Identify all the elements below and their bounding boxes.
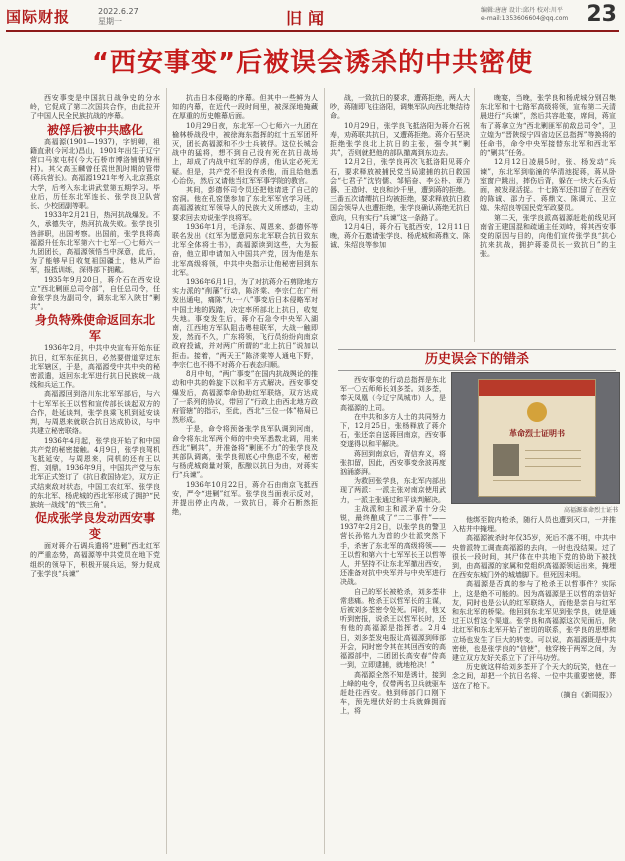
paragraph: 高福源是否真的参与了枪杀王以哲事件？实际上，这是绝不可能的。因为高福源是王以哲的亲信好友，同时也是公认的红军联络人，而他是亲自与红军和东北军的桥梁。他回到东北军见到张学良，就是通过王以哲这个渠道。张学良和高福源这次见面后，陕北红军和东北军开始了密切的联系，张学良的思想和立场也发生了巨大的转变。可以说，高福源既是中共密使，也是张学良的“信使”，他穿梭于两军之间，为建立双方友好关系立下了汗马功劳。: [452, 580, 616, 663]
paragraph: 高福源回到洛川东北军军部后，与六十七军军长王以哲和宣传部长谈起双方的合作，赴延谈判，张学良乘飞机到延安谈判，与周恩来就联合抗日达成协议，与中共建立秘密联络。: [30, 390, 160, 436]
article-column-4-top: [480, 94, 616, 346]
paragraph: 他绑至院内枪杀，随行人员也遭到灭口，一并推入枯井中掩埋。: [452, 516, 616, 534]
dateline: [98, 7, 139, 27]
paragraph: 10月29日，张学良飞抵洛阳为蒋介石祝寿，劝蒋联共抗日，又遭蒋拒绝。蒋介石坚决拒绝张学良北上抗日的主张，强令其“剿共”，否则就把他的部队撤离到东边去。: [330, 121, 470, 158]
paragraph: 1936年6月1日，为了对抗蒋介石剪除地方实力派的“削藩”行动，陈济棠、李宗仁在广州发出通电，痛陈“九·一八”事变后日本侵略军对中国土地的践踏，决定率所部北上抗日，收复失地。事变发生后，蒋介石急令中央军入湖南，江西地方军队阻击粤桂联军，大战一触即发，然而不久，广东将领，飞行员纷纷向南京政府投诚，并对两广所谓的“北上抗日”说加以拒击。接着，“两天王”陈济棠等人通电下野，李宗仁也不得不对蒋介石表态归顺。: [172, 278, 318, 369]
paragraph: 其间，彭德怀司令员还把他请进了自己的窑洞。他在孔窑堡参加了东北军军官学习班，高福源被红军领导人的民族大义所感动，主动要求回去劝说张学良将军。: [172, 186, 318, 222]
paragraph: 于是，命令将预备张学良军队调到河南，命令将东北军两个师的中央军悉数北调，用来西北“剿共”，并准备将“剿匪不力”的张学良及其部队调离，张学良彻底心中焦虑不安，秘密与杨虎城商量对策，酝酿以抗日为由，对蒋实行“兵谏”。: [172, 425, 318, 480]
paragraph: 8月中旬，“两广事变”在国内抗战舆论的推动和中共的斡旋下以和平方式解决。西安事变爆发后，高福源奉命协助红军联络，双方达成了一系列的协议，带回了“行政上由西北地方政府管辖”的指示，至此，西北“三位一体”格局已然形成。: [172, 370, 318, 425]
paragraph: 1933年2月21日，热河抗战爆发。不久，承德失守，热河抗战失败。张学良引咎辞职，出国考察。出国前，张学良将高福源升任东北军第六十七军一〇七师六一九团团长，高福源领悟当中深意，此后，为了能够早日收复祖国疆土，他从严治军，报抵训练，深得部下拥戴。: [30, 211, 160, 275]
article-column-4-bottom: [452, 516, 616, 856]
paragraph: 1936年10月22日，蒋介石由南京飞抵西安，严令“进剿”红军。张学良当面表示反对，并提出停止内战，一致抗日，蒋介石断然拒绝，: [172, 480, 318, 517]
certificate-text-line: [525, 450, 581, 451]
issue-date: 2022.6.27: [98, 7, 139, 16]
paragraph: 西安事变的行动总指挥是东北军一〇五师师长刘多荃。刘多荃，奉天凤凰（今辽宁凤城市）人，是高福源的上司。: [340, 376, 446, 412]
certificate-text-line: [525, 466, 581, 467]
box-subheading: 历史误会下的错杀: [338, 349, 616, 371]
emblem-icon: [527, 402, 547, 422]
paragraph: 西安事变是中国抗日战争史的分水岭，它促成了第二次国共合作，由此拉开了中国人民全民族抗战的序幕。: [30, 94, 160, 121]
certificate-title: 革命烈士证明书: [509, 429, 565, 438]
article-column-3-top: [330, 94, 470, 346]
certificate-band: [479, 380, 595, 396]
martyr-certificate: [478, 379, 596, 497]
paragraph: 1936年4月起，张学良开始了和中国共产党的秘密接触。4月9日，张学良驾机飞抵延安，与周恩来，同机的还有王以哲、刘鼎。1936年9月，中国共产党与东北军正式签订了《抗日救国协定》，双方正式结束敌对状态，中国工农红军、张学良的东北军、杨虎城的西北军形成了拥护“民族统一战线”的“铁三角”。: [30, 436, 160, 509]
paragraph: 蒋回到南京后，背信弃义，将张扣留，因此，西安事变余波再度汹涌澎湃。: [340, 449, 446, 477]
subheading: 被俘后被中共感化: [46, 122, 143, 137]
paragraph: 12月4日，蒋介石飞抵西安，12月11日晚，蒋介石邀请张学良、杨虎城和蒋鼎文、陈诚、朱绍良等参加: [330, 222, 470, 250]
paragraph: 高福源(1901—1937)，字钥卿，祖籍直隶(今河北)昌山，1901年出生于辽宁营口马家屯村(今大石桥市博洛铺镇钟州村)。其父高玉麟曾任袁世凯时期的管带(蒋兵营长)。高福源1921年考入北京燕京大学，后考入东北讲武堂第五期学习。毕业后，历任东北军连长、张学良卫队营长、少校团副等职。: [30, 137, 160, 211]
portrait-icon: [493, 444, 519, 476]
paragraph: 在中共和多方人士的共同努力下，12月25日，张杨释放了蒋介石，张还亲自送蒋回南京，西安事变遂得以和平解决。: [340, 412, 446, 449]
article-column-1: [30, 94, 160, 856]
page-header: [6, 4, 619, 32]
paragraph: 为救回张学良，东北军内部出现了两派：一派主张对南京使用武力，一派主张通过和平谈判解决。: [340, 477, 446, 504]
paragraph: 12月12日凌晨5时，张、杨发动“兵谏”，东北军到临潼的华清池捉蒋，蒋从卧室窗户跳出，摔伤后背，躲在一块大石头后面，被发现活捉。十七路军还扣留了在西安的陈诚、邵力子、蒋鼎文、陈调元、卫立煌、朱绍良等国民党军政要员。: [480, 158, 616, 213]
headline: “西安事变”后被误会诱杀的中共密使: [91, 48, 534, 78]
paragraph: 高福源被杀时年仅35岁，死后不落不明，中共中央曾派特工调查高福源的去向，一时也没结果。过了很长一段时间，其尸体在中共地下党的协助下被找到，由高福源的家属和党组织高福源领运出来，掩埋在西安东城门外的城墙脚下。但死因未明。: [452, 534, 616, 580]
subheading: 促成张学良发动西安事变: [34, 511, 155, 542]
paragraph: 抗击日本侵略的序幕。但其中一些鲜为人知的内幕，在近代一段时间里，被深深地掩藏在厚重的历史帷幕后面。: [172, 94, 318, 121]
paragraph: 自己的军长被枪杀，刘多荃非常悲痛。枪杀王以哲军长的主谋，后被刘多荃密令处死。同时，他又听到密报，说杀王以哲军长时，还有他的高福源是指挥者。2月4日，刘多荃发电报让高福源到师部开会，同时密令其在其回西安的高福源部中，二团团长高安春“侍高一到，立即逮捕，就地枪决！”: [340, 587, 446, 670]
column-divider: [166, 88, 167, 854]
paragraph: 高福源全然不知是诱计，接到上峰的电令，仅带两名卫兵就驱车赶赴往西安。他到师部门口刚下车，预先埋伏好的士兵就蜂拥而上，将: [340, 670, 446, 716]
paragraph: 历史就这样给刘多荃开了个天大的玩笑，他在一念之间，却把一个抗日名将、一位中共重要密使，葬送在了枪下。: [452, 663, 616, 690]
photo-caption: 高福源革命烈士证书: [563, 507, 618, 514]
paragraph: 1935年9月20日，蒋介石在西安设立“西北剿匪总司令部”，自任总司令，任命张学良为副司令，调东北军入陕甘“剿共”。: [30, 275, 160, 312]
paragraph: 面对蒋介石调兵遣将“进剿”西北红军的严重态势，高福源等中共党员在地下党组织的领导下，积极开展兵运，努力促成了张学良“兵谏”: [30, 542, 160, 578]
paragraph: 1936年1月，毛泽东、周恩来、彭德怀等联名发出《红军为愿意同东北军联合抗日致东北军全体将士书》，高福源读到这些，大为振奋，他立即申请加入中国共产党，因为他是东北军高级将领，中共中央指示让他秘密回到东北军。: [172, 222, 318, 277]
article-column-2: [172, 94, 318, 856]
certificate-photo: [451, 372, 620, 504]
paragraph: 晚宴，当晚，张学良和杨虎城分别召集东北军和十七路军高级将领，宣布第二天清晨进行“兵谏”，然后共容赴宴，席间，蒋宣布了蒋拿立为“西北剿匪军前敌总司令”，卫立煌为“晋陕绥宁四省边区总指挥”等换将的任命书，命令中央军接替东北军和西北军的“剿共”任务。: [480, 94, 616, 158]
paragraph: 1936年2月，中共中央宣布开始东征抗日，红军东征抗日，必然要借道穿过东北军辖区，于是，高福源受中共中央的秘密派遣，返回东北军进行抗日民族统一战线和兵运工作。: [30, 344, 160, 390]
paragraph: 主战派和主和派矛盾十分尖锐，最终酿成了“二二事件”——1937年2月2日，以张学良的警卫营长孙铭九为首的少壮派突然下手，杀害了东北军的高级将领——王以哲和第六十七军军长王以哲等人，并坚持不让东北军撤出西安，还准备对抗中央军并与中央军进行决战。: [340, 504, 446, 587]
page-number: 23: [586, 2, 617, 27]
source-note: （摘自《新周报》）: [556, 690, 616, 699]
paragraph: 12月2日，张学良再次飞抵洛阳见蒋介石，要求释放被捕民党当局逮捕的抗日救国会“七君子”沈钧儒、邹韬奋、李公朴、章乃器、王造时、史良和沙千里，遭到蒋的拒绝。三番五次请缨抗日均被拒绝，要求释放抗日救国会领导人也遭拒绝，张学良确认蒋绝无抗日意向，只有实行“兵谏”这一条路了。: [330, 158, 470, 222]
certificate-text-line: [493, 480, 581, 481]
newspaper-logo: 国际财报: [6, 8, 71, 26]
certificate-text-line: [525, 458, 581, 459]
paragraph: 战，一致抗日的要求，遭蒋拒绝，两人大吵，蒋随即飞往洛阳，调集军队向西北集结待命。: [330, 94, 470, 121]
section-title: 旧闻: [286, 9, 331, 28]
issue-weekday: 星期一: [98, 17, 122, 26]
column-divider: [324, 88, 325, 854]
subheading: 身负特殊使命返回东北军: [34, 313, 155, 344]
article-column-3-bottom: [340, 376, 446, 856]
paragraph: 10月29日夜，东北军一〇七师六一九团在榆林桥战役中，被徐海东指挥的红十五军团歼灭，团长高福源和不少士兵被俘。这位长城会战中的猛将，想不到自己没有死在抗日战场上，却成了内战中红军的俘虏，他认定必死无疑。但是，共产党不但没有杀他，而且给他悉心治伤，然后又请他当红军军事学院的教官。: [172, 121, 318, 185]
editors-line: 编辑:唐唐 设计:邱丹 校对:川平: [481, 7, 563, 14]
paragraph: 第二天，张学良派高福源赶赴前线见河南省王建国混和疏通主任刘峙，将其西安事变的原因与目的，向他们宣传张学良“抗心抗来抗战，拥护蒋委员长一致抗日”的主张。: [480, 213, 616, 259]
email-line: e-mail:1353606604@qq.com: [481, 15, 569, 22]
editor-credits: [481, 7, 568, 23]
column-divider: [474, 88, 475, 342]
